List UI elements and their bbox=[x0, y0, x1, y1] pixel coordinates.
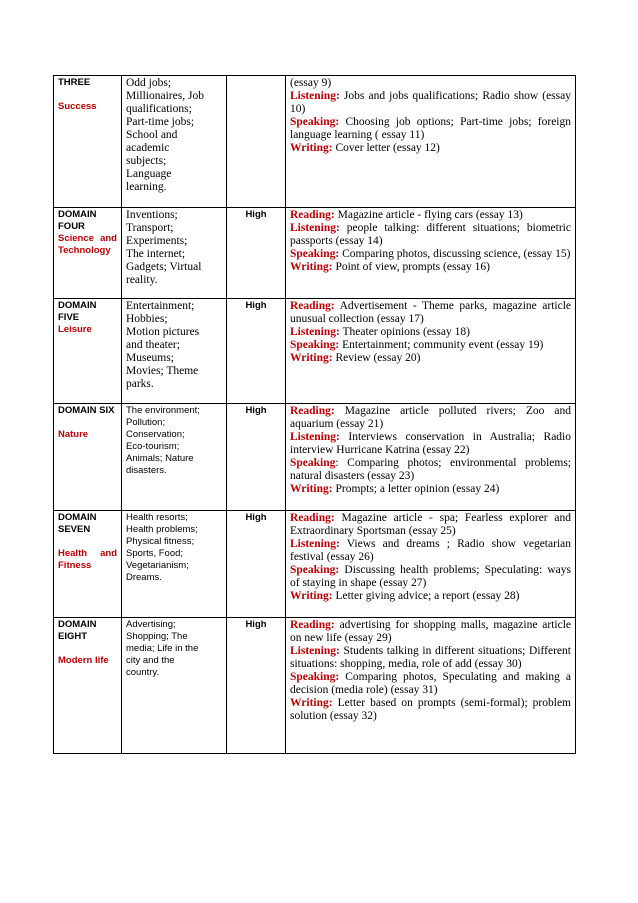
skill-text: Review (essay 20) bbox=[332, 352, 421, 364]
skill-label: Listening: bbox=[290, 90, 340, 102]
skill-text: Letter based on prompts (semi-formal); problem solution (essay 32) bbox=[290, 697, 571, 722]
topic-line: country. bbox=[126, 667, 160, 678]
skill-text: Views and dreams ; Radio show vegetarian festival (essay 26) bbox=[290, 538, 571, 563]
topic-line: Physical fitness; bbox=[126, 536, 195, 547]
topic-line: Eco-tourism; bbox=[126, 441, 180, 452]
skill-entry bbox=[290, 116, 571, 142]
skill-entry bbox=[290, 564, 571, 590]
topic-line: city and the bbox=[126, 655, 175, 666]
skills-cell bbox=[286, 299, 576, 404]
skill-label: Speaking: bbox=[290, 564, 340, 576]
skill-text: Comparing photos, Speculating and making a decision (media role) (essay 31) bbox=[290, 671, 571, 696]
level-cell: High bbox=[227, 511, 286, 618]
domain-name: EIGHT bbox=[58, 631, 88, 642]
domain-cell bbox=[54, 618, 122, 754]
skill-label: Writing: bbox=[290, 142, 333, 154]
topics-cell bbox=[122, 618, 227, 754]
skill-text: Advertisement - Theme parks, magazine article unusual collection (essay 17) bbox=[290, 300, 571, 325]
skill-label: Writing: bbox=[290, 590, 333, 602]
topic-line: Shopping; The bbox=[126, 631, 188, 642]
skill-entry bbox=[290, 326, 571, 339]
skill-text: Magazine article polluted rivers; Zoo and aquarium (essay 21) bbox=[290, 405, 571, 430]
topic-line: qualifications; bbox=[126, 103, 192, 115]
skill-text: advertising for shopping malls, magazine article on new life (essay 29) bbox=[290, 619, 571, 644]
skills-cell bbox=[286, 208, 576, 299]
topic-line: Animals; Nature bbox=[126, 453, 194, 464]
domain-name: DOMAIN bbox=[58, 209, 97, 220]
skill-entry bbox=[290, 405, 571, 431]
topic-line: subjects; bbox=[126, 155, 167, 167]
skills-cell bbox=[286, 618, 576, 754]
topic-line: Transport; bbox=[126, 222, 174, 234]
topic-line: Hobbies; bbox=[126, 313, 168, 325]
skill-label: Reading: bbox=[290, 405, 335, 417]
skill-label: Writing: bbox=[290, 483, 333, 495]
domain-theme: Nature bbox=[58, 429, 89, 440]
skill-label: Speaking: bbox=[290, 339, 340, 351]
topic-line: Millionaires, Job bbox=[126, 90, 204, 102]
topic-line: Inventions; bbox=[126, 209, 178, 221]
topic-line: Movies; Theme bbox=[126, 365, 199, 377]
skill-label: Reading: bbox=[290, 300, 335, 312]
skill-text: Interviews conservation in Australia; Radio interview Hurricane Katrina (essay 22) bbox=[290, 431, 571, 456]
skill-entry bbox=[290, 671, 571, 697]
skill-text: : Comparing photos; environmental problems; natural disasters (essay 23) bbox=[290, 457, 571, 482]
domain-name: FOUR bbox=[58, 221, 85, 232]
topic-line: Vegetarianism; bbox=[126, 560, 189, 571]
table-row bbox=[54, 76, 576, 208]
skill-entry bbox=[290, 300, 571, 326]
skill-entry bbox=[290, 90, 571, 116]
domain-theme: Modern life bbox=[58, 655, 109, 666]
topic-line: Sports, Food; bbox=[126, 548, 184, 559]
topics-cell bbox=[122, 208, 227, 299]
table-row bbox=[54, 618, 576, 754]
table-row bbox=[54, 299, 576, 404]
skill-label: Writing: bbox=[290, 697, 333, 709]
skill-entry bbox=[290, 339, 571, 352]
skill-label: Speaking: bbox=[290, 671, 340, 683]
topic-line: Motion pictures bbox=[126, 326, 200, 338]
skill-label: Listening: bbox=[290, 222, 340, 234]
level-cell: High bbox=[227, 299, 286, 404]
topic-line: Pollution; bbox=[126, 417, 166, 428]
skill-entry bbox=[290, 590, 571, 603]
skill-text: (essay 9) bbox=[290, 77, 332, 89]
topic-line: Health resorts; bbox=[126, 512, 188, 523]
topics-cell bbox=[122, 299, 227, 404]
skills-cell bbox=[286, 76, 576, 208]
skill-entry bbox=[290, 697, 571, 723]
topic-line: School and bbox=[126, 129, 178, 141]
skill-entry bbox=[290, 538, 571, 564]
topic-line: Advertising; bbox=[126, 619, 176, 630]
topics-cell bbox=[122, 76, 227, 208]
domain-name: DOMAIN SIX bbox=[58, 405, 115, 416]
skill-text: Prompts; a letter opinion (essay 24) bbox=[332, 483, 500, 495]
skill-text: Cover letter (essay 12) bbox=[332, 142, 440, 154]
skill-label: Reading: bbox=[290, 209, 335, 221]
skill-entry bbox=[290, 77, 571, 90]
skills-cell bbox=[286, 404, 576, 511]
skill-label: Listening: bbox=[290, 326, 340, 338]
domain-name: DOMAIN bbox=[58, 300, 97, 311]
skill-label: Writing: bbox=[290, 261, 333, 273]
skill-entry bbox=[290, 512, 571, 538]
table-row bbox=[54, 511, 576, 618]
table-row bbox=[54, 208, 576, 299]
topic-line: Dreams. bbox=[126, 572, 162, 583]
level-cell bbox=[227, 76, 286, 208]
topic-line: and theater; bbox=[126, 339, 180, 351]
skill-entry bbox=[290, 457, 571, 483]
skill-entry bbox=[290, 352, 571, 365]
skill-text: Jobs and jobs qualifications; Radio show (essay 10) bbox=[290, 90, 571, 115]
topic-line: media; Life in the bbox=[126, 643, 199, 654]
domain-name: DOMAIN bbox=[58, 512, 97, 523]
level-cell: High bbox=[227, 208, 286, 299]
skill-text: Magazine article - flying cars (essay 13) bbox=[334, 209, 523, 221]
topic-line: Conservation; bbox=[126, 429, 185, 440]
topic-line: academic bbox=[126, 142, 170, 154]
skill-text: Discussing health problems; Speculating: ways of staying in shape (essay 27) bbox=[290, 564, 571, 589]
table-row bbox=[54, 404, 576, 511]
skill-label: Listening: bbox=[290, 645, 340, 657]
syllabus-body bbox=[54, 76, 576, 754]
domain-cell bbox=[54, 76, 122, 208]
domain-name: DOMAIN bbox=[58, 619, 97, 630]
topic-line: Entertainment; bbox=[126, 300, 195, 312]
skill-entry bbox=[290, 645, 571, 671]
skill-entry bbox=[290, 619, 571, 645]
topic-line: reality. bbox=[126, 274, 158, 286]
skill-entry bbox=[290, 209, 571, 222]
skill-label: Listening: bbox=[290, 538, 340, 550]
skill-text: Choosing job options; Part-time jobs; foreign language learning ( essay 11) bbox=[290, 116, 571, 141]
skill-label: Reading: bbox=[290, 512, 335, 524]
domain-name: THREE bbox=[58, 77, 91, 88]
topic-line: Museums; bbox=[126, 352, 174, 364]
level-cell: High bbox=[227, 404, 286, 511]
topic-line: Language bbox=[126, 168, 172, 180]
skill-entry bbox=[290, 431, 571, 457]
syllabus-table bbox=[53, 75, 576, 754]
domain-theme: Science and Technology bbox=[58, 233, 117, 256]
skill-text: Comparing photos, discussing science, (essay 15) bbox=[339, 248, 571, 260]
skill-entry bbox=[290, 222, 571, 248]
topic-line: Experiments; bbox=[126, 235, 188, 247]
domain-cell bbox=[54, 404, 122, 511]
domain-theme: Success bbox=[58, 101, 97, 112]
skill-entry bbox=[290, 483, 571, 496]
domain-name: SEVEN bbox=[58, 524, 91, 535]
domain-cell bbox=[54, 299, 122, 404]
skill-text: Letter giving advice; a report (essay 28) bbox=[332, 590, 520, 602]
skill-text: Entertainment; community event (essay 19) bbox=[339, 339, 544, 351]
skill-label: Speaking: bbox=[290, 248, 340, 260]
skills-cell bbox=[286, 511, 576, 618]
skill-text: Theater opinions (essay 18) bbox=[339, 326, 470, 338]
skill-entry bbox=[290, 248, 571, 261]
skill-text: Point of view, prompts (essay 16) bbox=[332, 261, 490, 273]
skill-entry bbox=[290, 261, 571, 274]
topics-cell bbox=[122, 511, 227, 618]
domain-name: FIVE bbox=[58, 312, 80, 323]
skill-text: people talking: different situations; biometric passports (essay 14) bbox=[290, 222, 571, 247]
skill-text: Magazine article - spa; Fearless explorer and Extraordinary Sportsman (essay 25) bbox=[290, 512, 571, 537]
topic-line: Odd jobs; bbox=[126, 77, 172, 89]
topic-line: Part-time jobs; bbox=[126, 116, 195, 128]
skill-label: Reading: bbox=[290, 619, 335, 631]
skill-label: Listening: bbox=[290, 431, 340, 443]
domain-theme: Leisure bbox=[58, 324, 92, 335]
skill-text: Students talking in different situations; Different situations: shopping, media, role of add (essay 30) bbox=[290, 645, 571, 670]
topic-line: The environment; bbox=[126, 405, 200, 416]
topics-cell bbox=[122, 404, 227, 511]
domain-cell bbox=[54, 511, 122, 618]
level-cell: High bbox=[227, 618, 286, 754]
topic-line: Health problems; bbox=[126, 524, 198, 535]
topic-line: Gadgets; Virtual bbox=[126, 261, 202, 273]
skill-entry bbox=[290, 142, 571, 155]
skill-label: Speaking: bbox=[290, 116, 340, 128]
topic-line: learning. bbox=[126, 181, 167, 193]
topic-line: parks. bbox=[126, 378, 154, 390]
skill-label: Speaking bbox=[290, 457, 336, 469]
domain-cell bbox=[54, 208, 122, 299]
domain-theme: Health and Fitness bbox=[58, 548, 117, 571]
skill-label: Writing: bbox=[290, 352, 333, 364]
topic-line: disasters. bbox=[126, 465, 167, 476]
topic-line: The internet; bbox=[126, 248, 186, 260]
